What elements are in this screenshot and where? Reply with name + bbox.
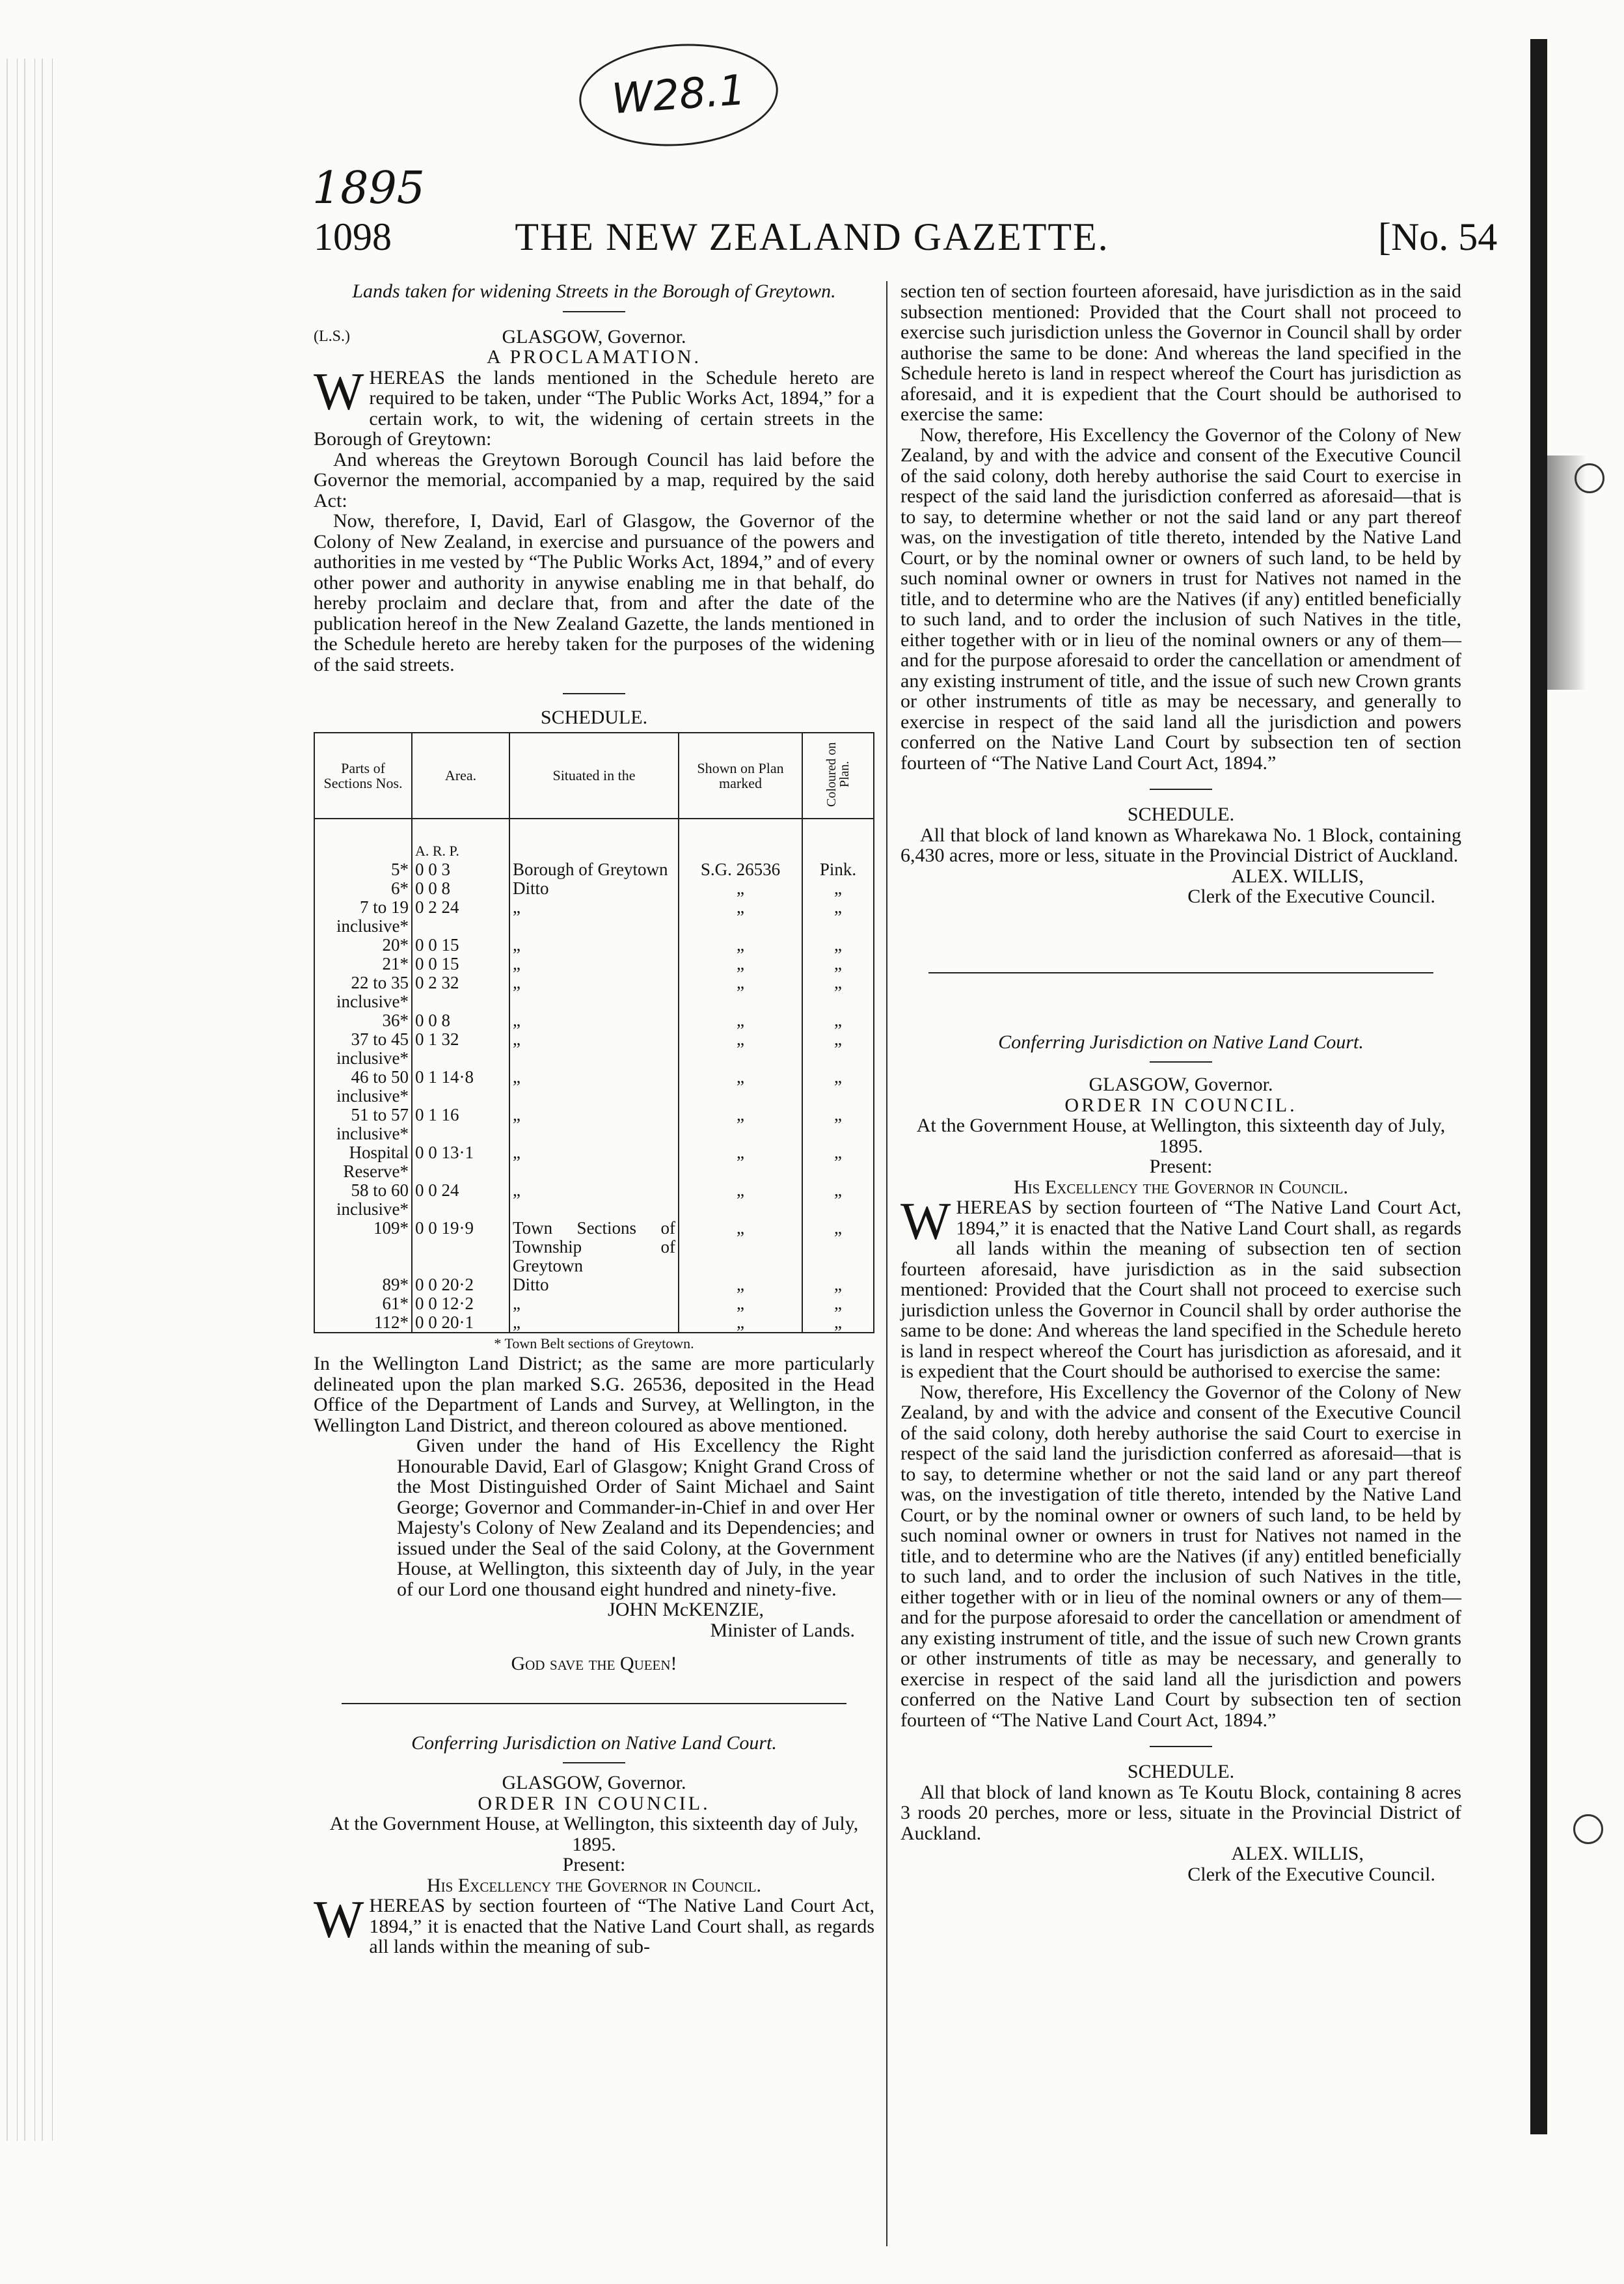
table-row [314, 860, 874, 879]
gazette-title: THE NEW ZEALAND GAZETTE. [515, 215, 1109, 258]
table-cell-area: 0 0 12·2 [412, 1294, 509, 1313]
table-cell-sit: „ [509, 936, 679, 955]
table-cell-area: 0 0 15 [412, 955, 509, 973]
order-title: ORDER IN COUNCIL. [1064, 1094, 1297, 1116]
col-header-area: Area. [412, 733, 509, 819]
table-cell-parts: 109* [314, 1219, 412, 1275]
table-cell-plan: „ [679, 898, 802, 936]
table-cell-plan: „ [679, 955, 802, 973]
col-header-coloured [802, 733, 874, 819]
table-cell-sit: „ [509, 973, 679, 1011]
coloured-label: Coloured on Plan. [824, 741, 852, 807]
paragraph: And whereas the Greytown Borough Council has laid before the Governor the memorial, accompanied by a map, required by the said Act: [314, 448, 874, 511]
table-cell-col: Pink. [802, 860, 874, 879]
table-cell-sit: „ [509, 898, 679, 936]
table-cell-sit: Ditto [509, 1275, 679, 1294]
paragraph: Now, therefore, His Excellency the Governor of the Colony of New Zealand, by and with the advice and consent of the Executive Council of the said colony, doth hereby authorise the said Court to exercise in respect of the said land the jurisdiction conferred as aforesaid—that is to say, to determine whether or not the said land or any part thereof was, on the investigation of title thereto, intended by the Native Land Court, or by the nominal owner or owners of such land, to be held by such nominal owner or owners in trust for Natives not named in the title, and to determine who are the Natives (if any) entitled beneficially to such land, and to order the inclusion of such Natives in the title, either together with or in lieu of the nominal owners or any of them—and for the purpose aforesaid to order the cancellation or amendment of any existing instrument of title, and the issue of such new Crown grants or other instruments of title as may be necessary, and generally to exercise in respect of the said land all the jurisdiction and powers conferred on the Native Land Court by subsection ten of section fourteen of “The Native Land Court Act, 1894.” [900, 424, 1461, 774]
schedule-text: All that block of land known as Wharekawa No. 1 Block, containing 6,430 acres, more or less, situate in the Provincial District of Auckland. [900, 824, 1461, 866]
governor-name: GLASGOW, Governor. [502, 325, 686, 347]
table-cell-plan: „ [679, 879, 802, 898]
area-units: A. R. P. [412, 819, 509, 860]
table-cell-col: „ [802, 1219, 874, 1275]
table-cell-plan: „ [679, 1181, 802, 1219]
signer-name: ALEX. WILLIS, [1231, 1843, 1364, 1864]
left-column [314, 281, 874, 1957]
table-cell-area: 0 0 3 [412, 860, 509, 879]
table-cell-area: 0 0 8 [412, 879, 509, 898]
table-cell-sit: „ [509, 1106, 679, 1143]
stamp-text: W28.1 [610, 66, 748, 124]
table-cell-plan: „ [679, 1068, 802, 1106]
table-cell-area: 0 1 14·8 [412, 1068, 509, 1106]
table-cell-parts: 46 to 50 inclusive* [314, 1068, 412, 1106]
table-cell-area: 0 0 15 [412, 936, 509, 955]
order-place-date: At the Government House, at Wellington, this sixteenth day of July, 1895. [916, 1115, 1446, 1157]
table-cell-parts: 36* [314, 1011, 412, 1030]
punch-hole-icon [1573, 1814, 1603, 1844]
divider [1150, 1061, 1212, 1063]
table-cell-plan: „ [679, 1106, 802, 1143]
table-row [314, 1275, 874, 1294]
table-row [314, 973, 874, 1011]
table-row [314, 898, 874, 936]
table-cell-sit: „ [509, 1011, 679, 1030]
table-cell-col: „ [802, 879, 874, 898]
table-cell-plan: „ [679, 1011, 802, 1030]
paragraph [314, 1890, 874, 1957]
table-row [314, 1219, 874, 1275]
table-cell-plan: „ [679, 1030, 802, 1068]
table-cell-plan: „ [679, 936, 802, 955]
table-cell-sit: „ [509, 1143, 679, 1181]
table-row [314, 1143, 874, 1181]
present-label: Present: [562, 1854, 626, 1875]
table-row [314, 879, 874, 898]
table-cell-area: 0 2 24 [412, 898, 509, 936]
archive-stamp [576, 38, 781, 153]
schedule-text: All that block of land known as Te Koutu Block, containing 8 acres 3 roods 20 perches, more or less, situate in the Provincial District of Auckland. [900, 1781, 1461, 1844]
table-cell-parts: 5* [314, 860, 412, 879]
excellency-line: His Excellency the Governor in Council. [1014, 1176, 1348, 1198]
governor-name: GLASGOW, Governor. [1089, 1074, 1273, 1095]
table-cell-area: 0 2 32 [412, 973, 509, 1011]
signer-title: Minister of Lands. [710, 1619, 855, 1641]
table-row [314, 955, 874, 973]
table-row [314, 1313, 874, 1333]
table-row [314, 1181, 874, 1219]
table-cell-col: „ [802, 955, 874, 973]
table-cell-col: „ [802, 1143, 874, 1181]
table-row [314, 1030, 874, 1068]
table-cell-plan: „ [679, 1143, 802, 1181]
table-cell-col: „ [802, 973, 874, 1011]
table-cell-plan: S.G. 26536 [679, 860, 802, 879]
table-row [314, 1106, 874, 1143]
table-cell-area: 0 0 20·1 [412, 1313, 509, 1333]
table-row [314, 936, 874, 955]
table-cell-parts: 6* [314, 879, 412, 898]
paragraph: Now, therefore, I, David, Earl of Glasgow, the Governor of the Colony of New Zealand, in exercise and pursuance of the powers and authorities in me vested by “The Public Works Act, 1894,” and of every other power and authority in anywise enabling me in that behalf, do hereby proclaim and declare that, from and after the date of the publication hereof in the New Zealand Gazette, the lands mentioned in the Schedule hereto are hereby taken for the purposes of the widening of the said streets. [314, 510, 874, 675]
table-cell-parts: 61* [314, 1294, 412, 1313]
given-under-hand: Given under the hand of His Excellency the Right Honourable David, Earl of Glasgow; Knight Grand Cross of the Most Distinguished Order of Saint Michael and Saint George; Governor and Commander-in-Chief in and over Her Majesty's Colony of New Zealand and its Dependencies; and issued under the Seal of the said Colony, at the Government House, at Wellington, this sixteenth day of July, in the year of our Lord one thousand eight hundred and ninety-five. [397, 1435, 874, 1600]
god-save-the-queen: God save the Queen! [511, 1653, 677, 1674]
table-cell-sit: „ [509, 1181, 679, 1219]
drop-cap: W [900, 1191, 951, 1251]
governor-line [314, 327, 874, 347]
table-cell-col: „ [802, 1275, 874, 1294]
order-title: ORDER IN COUNCIL. [478, 1792, 710, 1814]
proclamation-title: A PROCLAMATION. [486, 346, 702, 368]
signer-name: JOHN McKENZIE, [608, 1599, 764, 1620]
table-cell-col: „ [802, 1030, 874, 1068]
table-cell-area: 0 0 19·9 [412, 1219, 509, 1275]
notice-heading: Lands taken for widening Streets in the Borough of Greytown. [352, 280, 836, 302]
table-cell-col: „ [802, 1294, 874, 1313]
right-column [900, 281, 1461, 1884]
page-number: 1098 [314, 215, 392, 258]
table-cell-parts: 22 to 35 inclusive* [314, 973, 412, 1011]
table-row [314, 1294, 874, 1313]
table-cell-plan: „ [679, 1313, 802, 1333]
table-cell-col: „ [802, 1106, 874, 1143]
divider [563, 693, 625, 694]
binding-edge [0, 59, 59, 2141]
table-cell-col: „ [802, 1313, 874, 1333]
drop-cap: W [314, 361, 364, 421]
table-cell-parts: 37 to 45 inclusive* [314, 1030, 412, 1068]
table-cell-parts: 112* [314, 1313, 412, 1333]
table-row [314, 1068, 874, 1106]
table-cell-parts: 21* [314, 955, 412, 973]
governor-name: GLASGOW, Governor. [502, 1772, 686, 1793]
table-footnote: * Town Belt sections of Greytown. [494, 1335, 694, 1352]
table-cell-plan: „ [679, 1219, 802, 1275]
excellency-line: His Excellency the Governor in Council. [427, 1874, 761, 1896]
table-cell-col: „ [802, 898, 874, 936]
paragraph-text: HEREAS by section fourteen of “The Native Land Court Act, 1894,” it is enacted that the Native Land Court shall, as regards all lands within the meaning of subsection ten of section fourteen aforesaid, have jurisdiction as in the said subsection mentioned: Provided that the Court shall not proceed to exercise such jurisdiction unless the Governor in Council shall by order authorise the same to be done: And whereas the land specified in the Schedule hereto is land in respect whereof the Court has jurisdiction as aforesaid, and it is expedient that the Court should be authorised to exercise the same: [900, 1197, 1461, 1382]
table-cell-parts: 7 to 19 inclusive* [314, 898, 412, 936]
table-cell-area: 0 1 32 [412, 1030, 509, 1068]
table-cell-plan: „ [679, 1294, 802, 1313]
table-cell-plan: „ [679, 1275, 802, 1294]
issue-number: [No. 54 [1378, 215, 1498, 258]
drop-cap: W [314, 1890, 364, 1949]
order-place-date: At the Government House, at Wellington, this sixteenth day of July, 1895. [329, 1813, 859, 1855]
table-cell-sit: „ [509, 955, 679, 973]
section-divider [928, 972, 1433, 973]
table-cell-sit: „ [509, 1294, 679, 1313]
col-header-parts: Parts of Sections Nos. [314, 733, 412, 819]
signer-name: ALEX. WILLIS, [1231, 865, 1364, 887]
section-divider [342, 1703, 846, 1704]
signer-title: Clerk of the Executive Council. [1187, 1863, 1435, 1885]
table-cell-col: „ [802, 936, 874, 955]
table-cell-sit: Town Sections of Township of Greytown [509, 1219, 679, 1275]
col-header-situated: Situated in the [509, 733, 679, 819]
table-cell-area: 0 0 13·1 [412, 1143, 509, 1181]
table-cell-area: 0 1 16 [412, 1106, 509, 1143]
paragraph-text: HEREAS the lands mentioned in the Schedule hereto are required to be taken, under “The Public Works Act, 1894,” for a certain work, to wit, the widening of certain streets in the Borough of Greytown: [314, 366, 874, 450]
paragraph: In the Wellington Land District; as the same are more particularly delineated upon the plan marked S.G. 26536, deposited in the Head Office of the Department of Lands and Survey, at Wellington, in the Wellington Land District, and thereon coloured as above mentioned. [314, 1353, 874, 1436]
signer-title: Clerk of the Executive Council. [1187, 886, 1435, 907]
present-label: Present: [1149, 1156, 1213, 1177]
table-cell-area: 0 0 8 [412, 1011, 509, 1030]
table-cell-plan: „ [679, 973, 802, 1011]
table-cell-parts: 89* [314, 1275, 412, 1294]
seal-mark: (L.S.) [314, 327, 350, 345]
divider [563, 1762, 625, 1763]
table-cell-col: „ [802, 1068, 874, 1106]
column-divider [886, 281, 887, 2246]
table-cell-area: 0 0 20·2 [412, 1275, 509, 1294]
table-cell-sit: „ [509, 1068, 679, 1106]
schedule-title: SCHEDULE. [1127, 1761, 1235, 1782]
table-cell-col: „ [802, 1181, 874, 1219]
table-cell-parts: Hospital Reserve* [314, 1143, 412, 1181]
table-cell-sit: Ditto [509, 879, 679, 898]
table-cell-parts: 20* [314, 936, 412, 955]
notice-heading: Conferring Jurisdiction on Native Land Court. [998, 1031, 1364, 1053]
schedule-title: SCHEDULE. [1127, 804, 1235, 825]
divider [1150, 1746, 1212, 1747]
table-cell-sit: Borough of Greytown [509, 860, 679, 879]
schedule-title: SCHEDULE. [540, 707, 648, 728]
table-cell-col: „ [802, 1011, 874, 1030]
col-header-plan: Shown on Plan marked [679, 733, 802, 819]
table-cell-sit: „ [509, 1030, 679, 1068]
page-edge-tab [1547, 455, 1586, 690]
paragraph-text: HEREAS by section fourteen of “The Native Land Court Act, 1894,” it is enacted that the Native Land Court shall, as regards all lands within the meaning of sub- [369, 1895, 874, 1957]
divider [563, 311, 625, 312]
paragraph [900, 1191, 1461, 1382]
table-row [314, 1011, 874, 1030]
divider [1150, 789, 1212, 790]
punch-hole-icon [1575, 463, 1604, 493]
paragraph: Now, therefore, His Excellency the Governor of the Colony of New Zealand, by and with the advice and consent of the Executive Council of the said colony, doth hereby authorise the said Court to exercise in respect of the said land the jurisdiction conferred as aforesaid—that is to say, to determine whether or not the said land or any part thereof was, on the investigation of title thereto, intended by the Native Land Court, or by the nominal owner or owners of such land, to be held by such nominal owner or owners in trust for Natives not named in the title, and to determine who are the Natives (if any) entitled beneficially to such land, and to order the inclusion of such Natives in the title, either together with or in lieu of the nominal owners or any of them—and for the purpose aforesaid to order the cancellation or amendment of any existing instrument of title, and the issue of such new Crown grants or other instruments of title as may be necessary, and generally to exercise in respect of the said land all the jurisdiction and powers conferred on the Native Land Court by subsection ten of section fourteen of “The Native Land Court Act, 1894.” [900, 1381, 1461, 1731]
schedule-table [314, 732, 874, 1333]
notice-heading: Conferring Jurisdiction on Native Land Court. [411, 1732, 777, 1754]
table-cell-sit: „ [509, 1313, 679, 1333]
paragraph: section ten of section fourteen aforesaid, have jurisdiction as in the said subsection mentioned: Provided that the Court shall not proceed to exercise such jurisdiction unless the Governor in Council shall by order authorise the same to be done: And whereas the land specified in the Schedule hereto is land in respect whereof the Court has jurisdiction as aforesaid, and it is expedient that the Court should be authorised to exercise the same: [900, 280, 1461, 425]
table-cell-parts: 58 to 60 inclusive* [314, 1181, 412, 1219]
table-cell-area: 0 0 24 [412, 1181, 509, 1219]
table-cell-parts: 51 to 57 inclusive* [314, 1106, 412, 1143]
handwritten-year: 1895 [312, 163, 426, 214]
paragraph [314, 361, 874, 450]
page-edge-shadow [1530, 39, 1547, 2134]
